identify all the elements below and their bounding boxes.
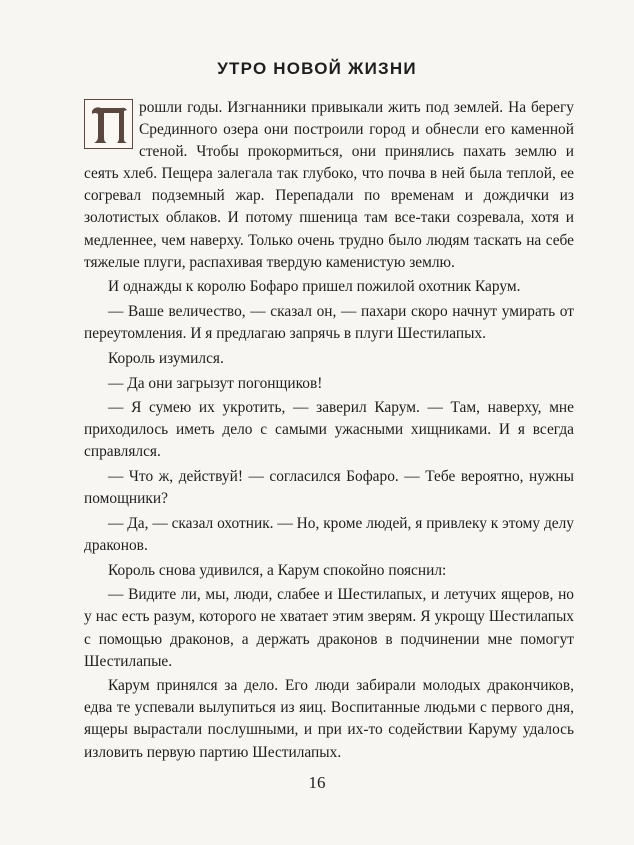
paragraph-10: — Видите ли, мы, люди, слабее и Шестилапых, и летучих ящеров, но у нас есть разум, которого не хватает этим зверям. Я укрощу Шестилапых с помощью драконов, а держать драконов в подчинении мне помогут Шестилапые.	[84, 586, 574, 670]
chapter-text	[84, 97, 574, 766]
paragraph-11: Карум принялся за дело. Его люди забирали молодых дракончиков, едва те успевали вылупиться из яиц. Воспитанные людьми с первого дня, ящеры вырастали послушными, и при их-то содействии Каруму удалось изловить первую партию Шестилапых.	[84, 677, 574, 761]
drop-cap	[84, 99, 133, 149]
paragraph-8: — Да, — сказал охотник. — Но, кроме людей, я привлеку к этому делу драконов.	[84, 514, 574, 554]
paragraph-9: Король снова удивился, а Карум спокойно пояснил:	[108, 561, 447, 579]
paragraph-6: — Я сумею их укротить, — заверил Карум. — Там, наверху, мне приходилось иметь дело с самыми ужасными хищниками. И я всегда справлялся.	[84, 399, 574, 461]
chapter-title: УТРО НОВОЙ ЖИЗНИ	[217, 59, 417, 78]
paragraph-4: Король изумился.	[108, 349, 224, 367]
paragraph-7: — Что ж, действуй! — согласился Бофаро. — Тебе вероятно, нужны помощники?	[84, 468, 574, 508]
paragraph-1: рошли годы. Изгнанники привыкали жить под землей. На берегу Срединного озера они построили город и обнесли его каменной стеной. Чтобы прокормиться, они принялись пахать землю и сеять хлеб. Пещера залегала так глубоко, что почва в ней была теплой, ее согревал подземный жар. Перепадали по временам и дождички из золотистых облаков. И потому пшеница там все-таки созревала, хотя и медленнее, чем наверху. Только очень трудно было людям таскать на себе тяжелые плуги, распахивая твердую каменистую землю.	[84, 99, 574, 271]
paragraph-3: — Ваше величество, — сказал он, — пахари скоро начнут умирать от переутомления. И я предлагаю запрячь в плуги Шестилапых.	[84, 303, 574, 343]
paragraph-5: — Да они загрызут погонщиков!	[108, 374, 323, 392]
drop-cap-letter-icon	[87, 102, 131, 146]
paragraph-2: И однажды к королю Бофаро пришел пожилой охотник Карум.	[108, 278, 521, 296]
page-number: 16	[308, 773, 326, 792]
